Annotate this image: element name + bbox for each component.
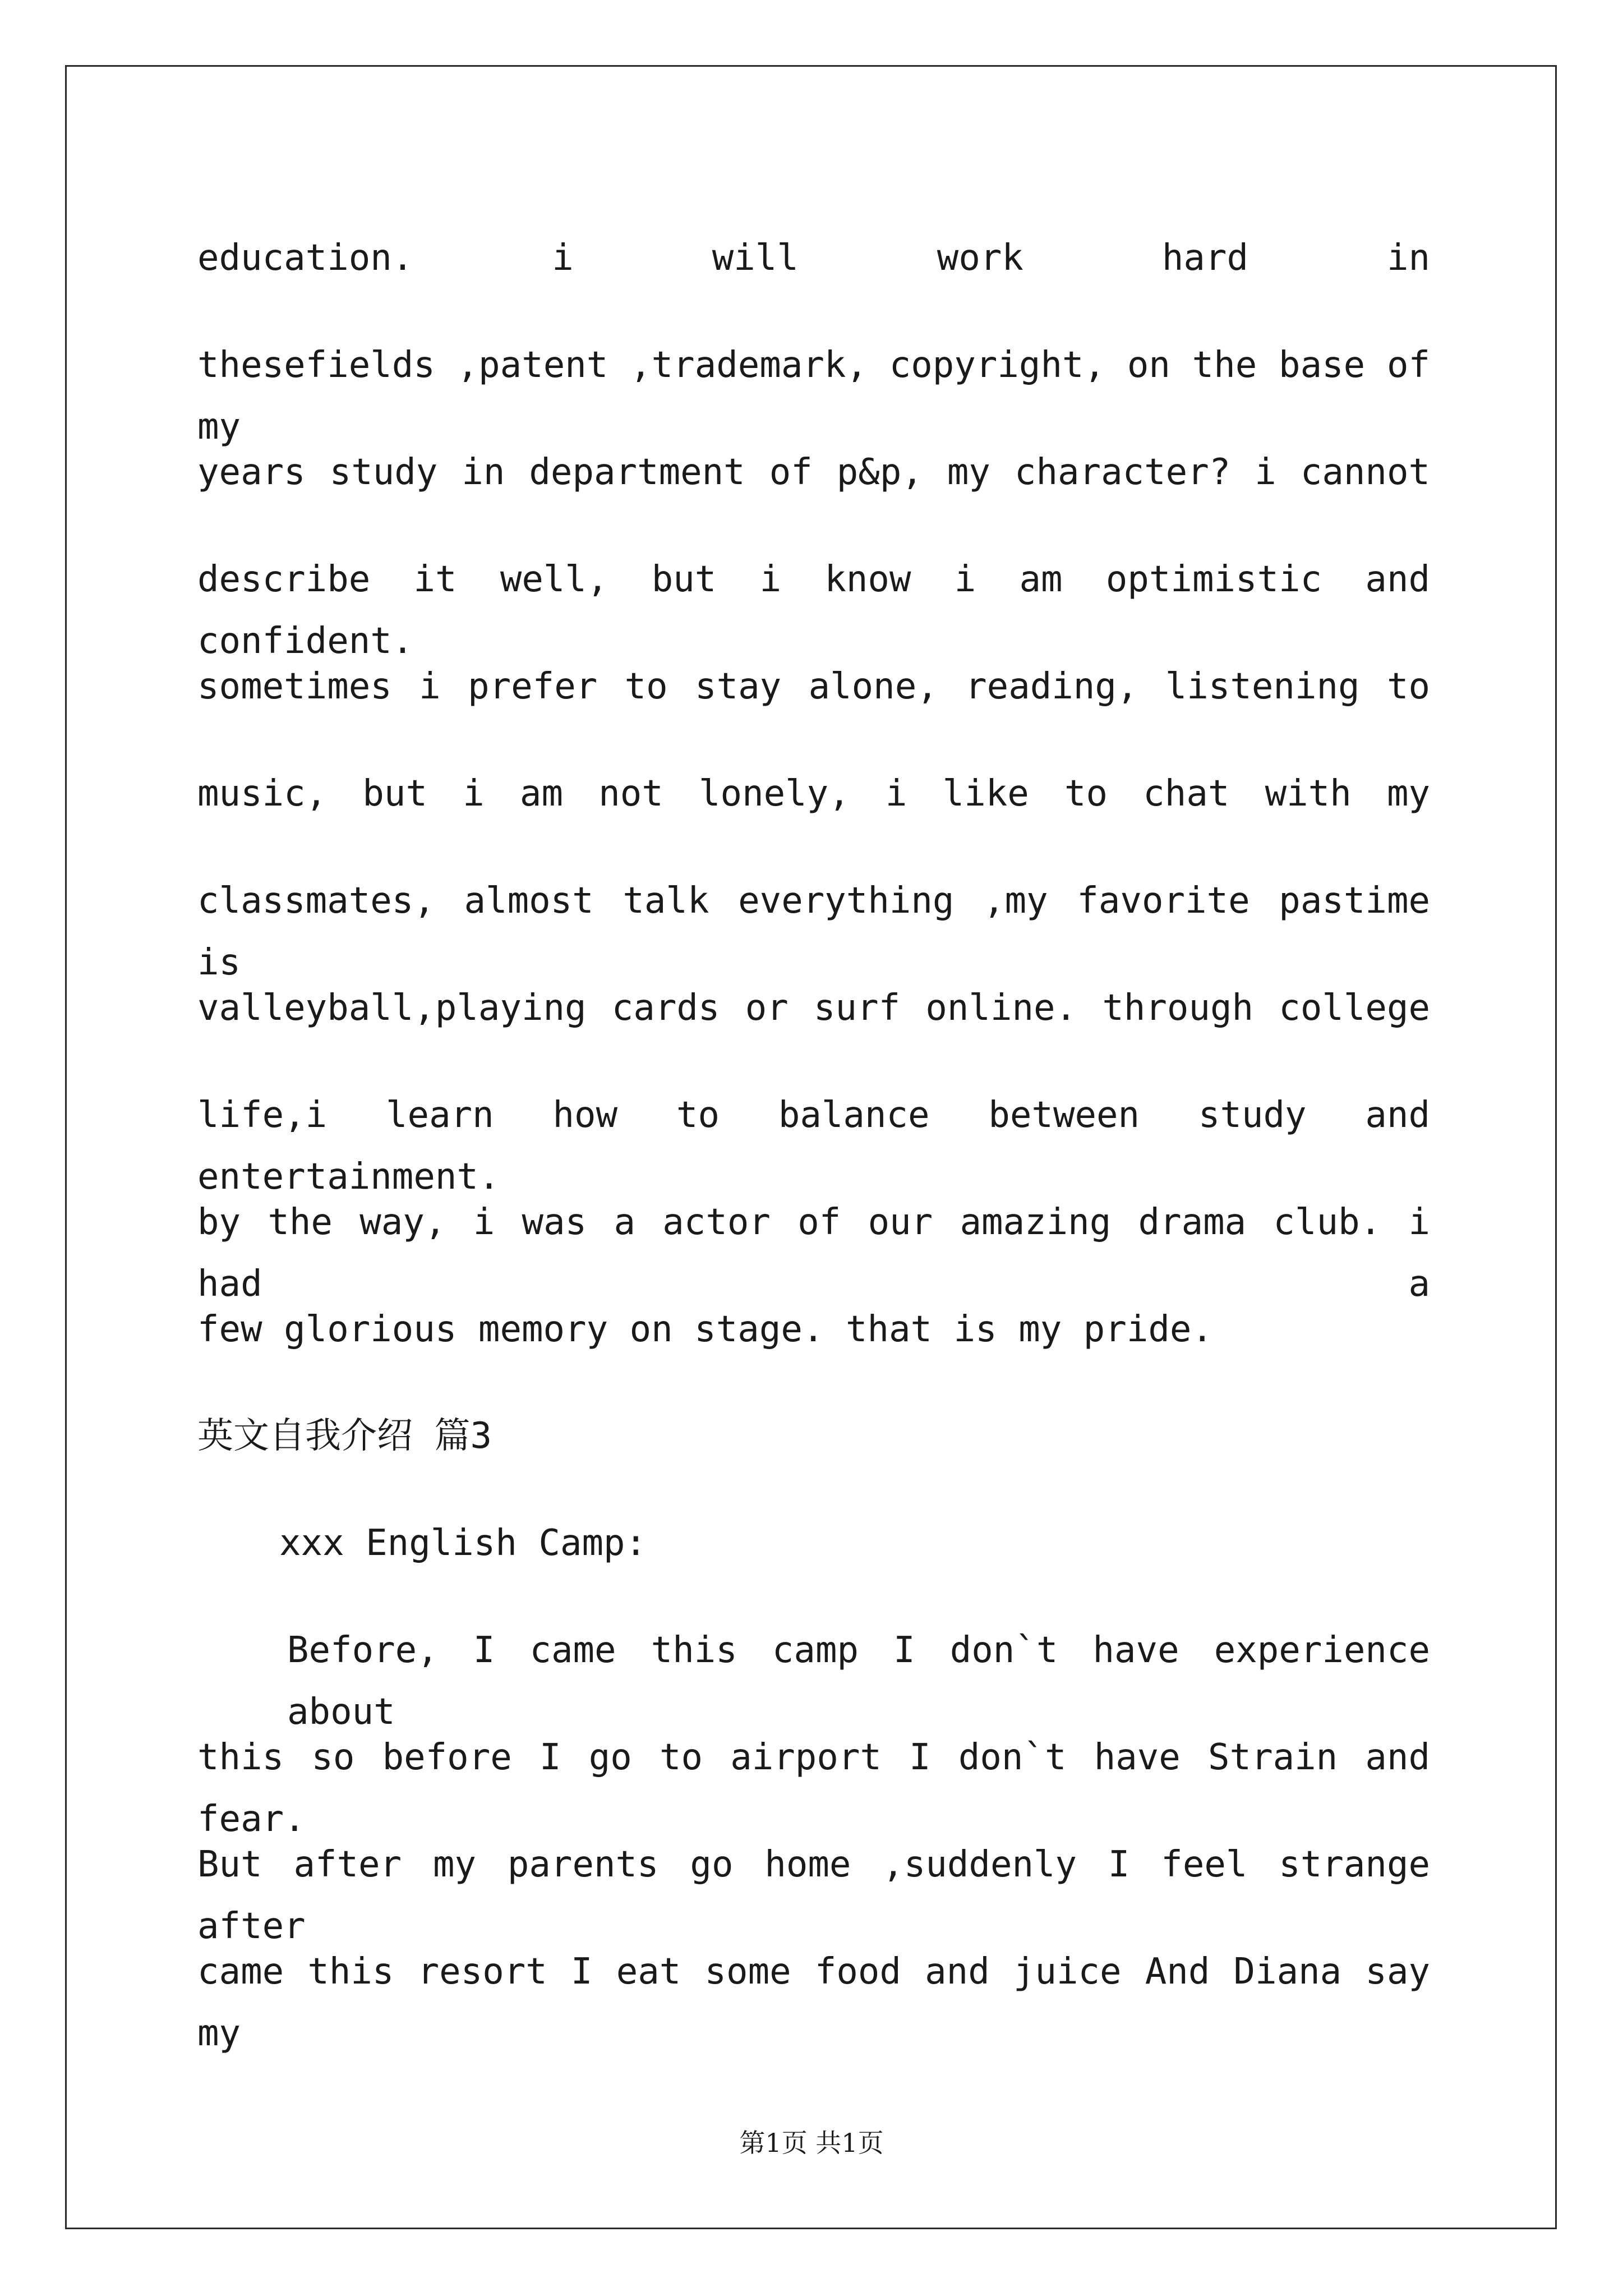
- body-line: few glorious memory on stage. that is my pride.: [197, 1309, 1213, 1350]
- page-footer: 第1页 共1页: [739, 2128, 884, 2158]
- body-line: describe it well, but i know i am optimistic and confident.: [197, 559, 1430, 662]
- body-line: sometimes i prefer to stay alone, reading, listening to: [197, 666, 1430, 707]
- section-line: this so before I go to airport I don`t have Strain and fear.: [197, 1737, 1430, 1840]
- body-line: by the way, i was a actor of our amazing drama club. i had a: [197, 1202, 1430, 1305]
- body-line: life,i learn how to balance between study and entertainment.: [197, 1094, 1430, 1198]
- section-line: came this resort I eat some food and juice And Diana say my: [197, 1951, 1430, 2054]
- body-line: education. i will work hard in: [197, 237, 1430, 279]
- section-line: Before, I came this camp I don`t have experience about: [287, 1630, 1430, 1733]
- body-line: thesefields ,patent ,trademark, copyright, on the base of my: [197, 344, 1430, 448]
- body-line: valleyball,playing cards or surf online. through college: [197, 987, 1430, 1029]
- section-heading: 英文自我介绍 篇3: [197, 1415, 492, 1457]
- section-line: But after my parents go home ,suddenly I feel strange after: [197, 1844, 1430, 1947]
- section-salutation: xxx English Camp:: [279, 1522, 647, 1564]
- body-line: classmates, almost talk everything ,my favorite pastime is: [197, 880, 1430, 983]
- body-line: music, but i am not lonely, i like to chat with my: [197, 773, 1430, 815]
- body-line: years study in department of p&p, my character? i cannot: [197, 452, 1430, 493]
